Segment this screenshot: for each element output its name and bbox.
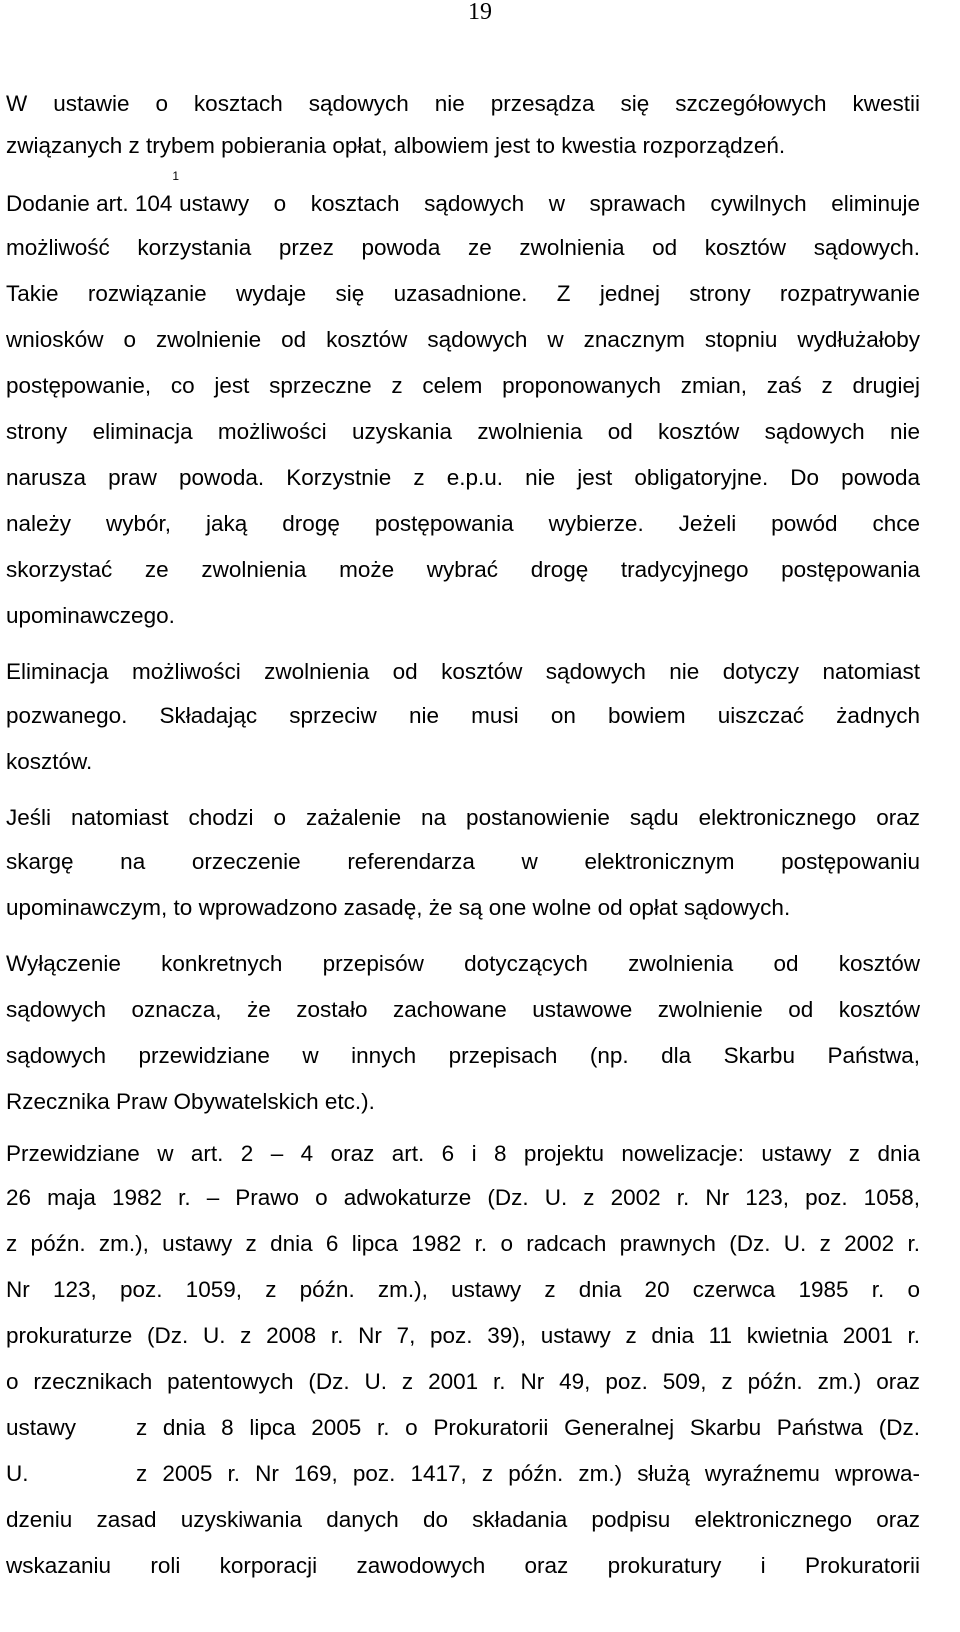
text-line: upominawczym, to wprowadzono zasadę, że są one wolne od opłat sądowych. (6, 895, 791, 920)
text-segment: U. (6, 1461, 29, 1486)
page-number: 19 (468, 0, 492, 25)
text-line: strony eliminacja możliwości uzyskania zwolnienia od kosztów sądowych nie (6, 419, 920, 444)
text-segment: z dnia 8 lipca 2005 r. o Prokuratorii Generalnej Skarbu Państwa (Dz. (136, 1415, 920, 1440)
text-line: wniosków o zwolnienie od kosztów sądowych w znacznym stopniu wydłużałoby (6, 327, 920, 352)
text-line: o rzecznikach patentowych (Dz. U. z 2001 r. Nr 49, poz. 509, z późn. zm.) oraz (6, 1369, 920, 1394)
text-line: W ustawie o kosztach sądowych nie przesądza się szczegółowych kwestii (6, 91, 920, 116)
text-line: prokuraturze (Dz. U. z 2008 r. Nr 7, poz. 39), ustawy z dnia 11 kwietnia 2001 r. (6, 1323, 920, 1348)
text-line: z późn. zm.), ustawy z dnia 6 lipca 1982 r. o radcach prawnych (Dz. U. z 2002 r. (6, 1231, 920, 1256)
text-line: sądowych przewidziane w innych przepisach (np. dla Skarbu Państwa, (6, 1043, 920, 1068)
text-line: Takie rozwiązanie wydaje się uzasadnione. Z jednej strony rozpatrywanie (6, 281, 920, 306)
text-line: kosztów. (6, 749, 93, 774)
text-line: Nr 123, poz. 1059, z późn. zm.), ustawy z dnia 20 czerwca 1985 r. o (6, 1277, 920, 1302)
text-line: wskazaniu roli korporacji zawodowych oraz prokuratury i Prokuratorii (6, 1553, 920, 1578)
text-segment: ustawy (6, 1415, 77, 1440)
text-line: związanych z trybem pobierania opłat, albowiem jest to kwestia rozporządzeń. (6, 133, 786, 158)
text-line: Eliminacja możliwości zwolnienia od kosztów sądowych nie dotyczy natomiast (6, 659, 920, 684)
text-line: 26 maja 1982 r. – Prawo o adwokaturze (Dz. U. z 2002 r. Nr 123, poz. 1058, (6, 1185, 920, 1210)
text-line (6, 1404, 920, 1452)
text-line: sądowych oznacza, że zostało zachowane ustawowe zwolnienie od kosztów (6, 997, 920, 1022)
text-line: skorzystać ze zwolnienia może wybrać drogę tradycyjnego postępowania (6, 557, 920, 582)
text-line (6, 169, 920, 228)
text-line: dzeniu zasad uzyskiwania danych do składania podpisu elektronicznego oraz (6, 1507, 920, 1532)
superscript: 1 (172, 169, 180, 183)
text-line: należy wybór, jaką drogę postępowania wybierze. Jeżeli powód chce (6, 511, 920, 536)
text-segment: ustawy o kosztach sądowych w sprawach cywilnych eliminuje (179, 191, 920, 216)
text-line: Wyłączenie konkretnych przepisów dotyczących zwolnienia od kosztów (6, 951, 920, 976)
text-line: skargę na orzeczenie referendarza w elektronicznym postępowaniu (6, 849, 920, 874)
text-line: możliwość korzystania przez powoda ze zwolnienia od kosztów sądowych. (6, 235, 920, 260)
text-line: Rzecznika Praw Obywatelskich etc.). (6, 1089, 375, 1114)
text-line: narusza praw powoda. Korzystnie z e.p.u. nie jest obligatoryjne. Do powoda (6, 465, 920, 490)
text-segment: Dodanie art. 104 (6, 191, 173, 216)
text-line (6, 1450, 920, 1498)
text-line: upominawczego. (6, 603, 175, 628)
text-line: postępowanie, co jest sprzeczne z celem proponowanych zmian, zaś z drugiej (6, 373, 920, 398)
text-line: pozwanego. Składając sprzeciw nie musi on bowiem uiszczać żadnych (6, 703, 920, 728)
text-line: Jeśli natomiast chodzi o zażalenie na postanowienie sądu elektronicznego oraz (6, 805, 920, 830)
text-segment: z 2005 r. Nr 169, poz. 1417, z późn. zm.) służą wyraźnemu wprowa- (136, 1461, 920, 1486)
text-line: Przewidziane w art. 2 – 4 oraz art. 6 i 8 projektu nowelizacje: ustawy z dnia (6, 1141, 920, 1166)
